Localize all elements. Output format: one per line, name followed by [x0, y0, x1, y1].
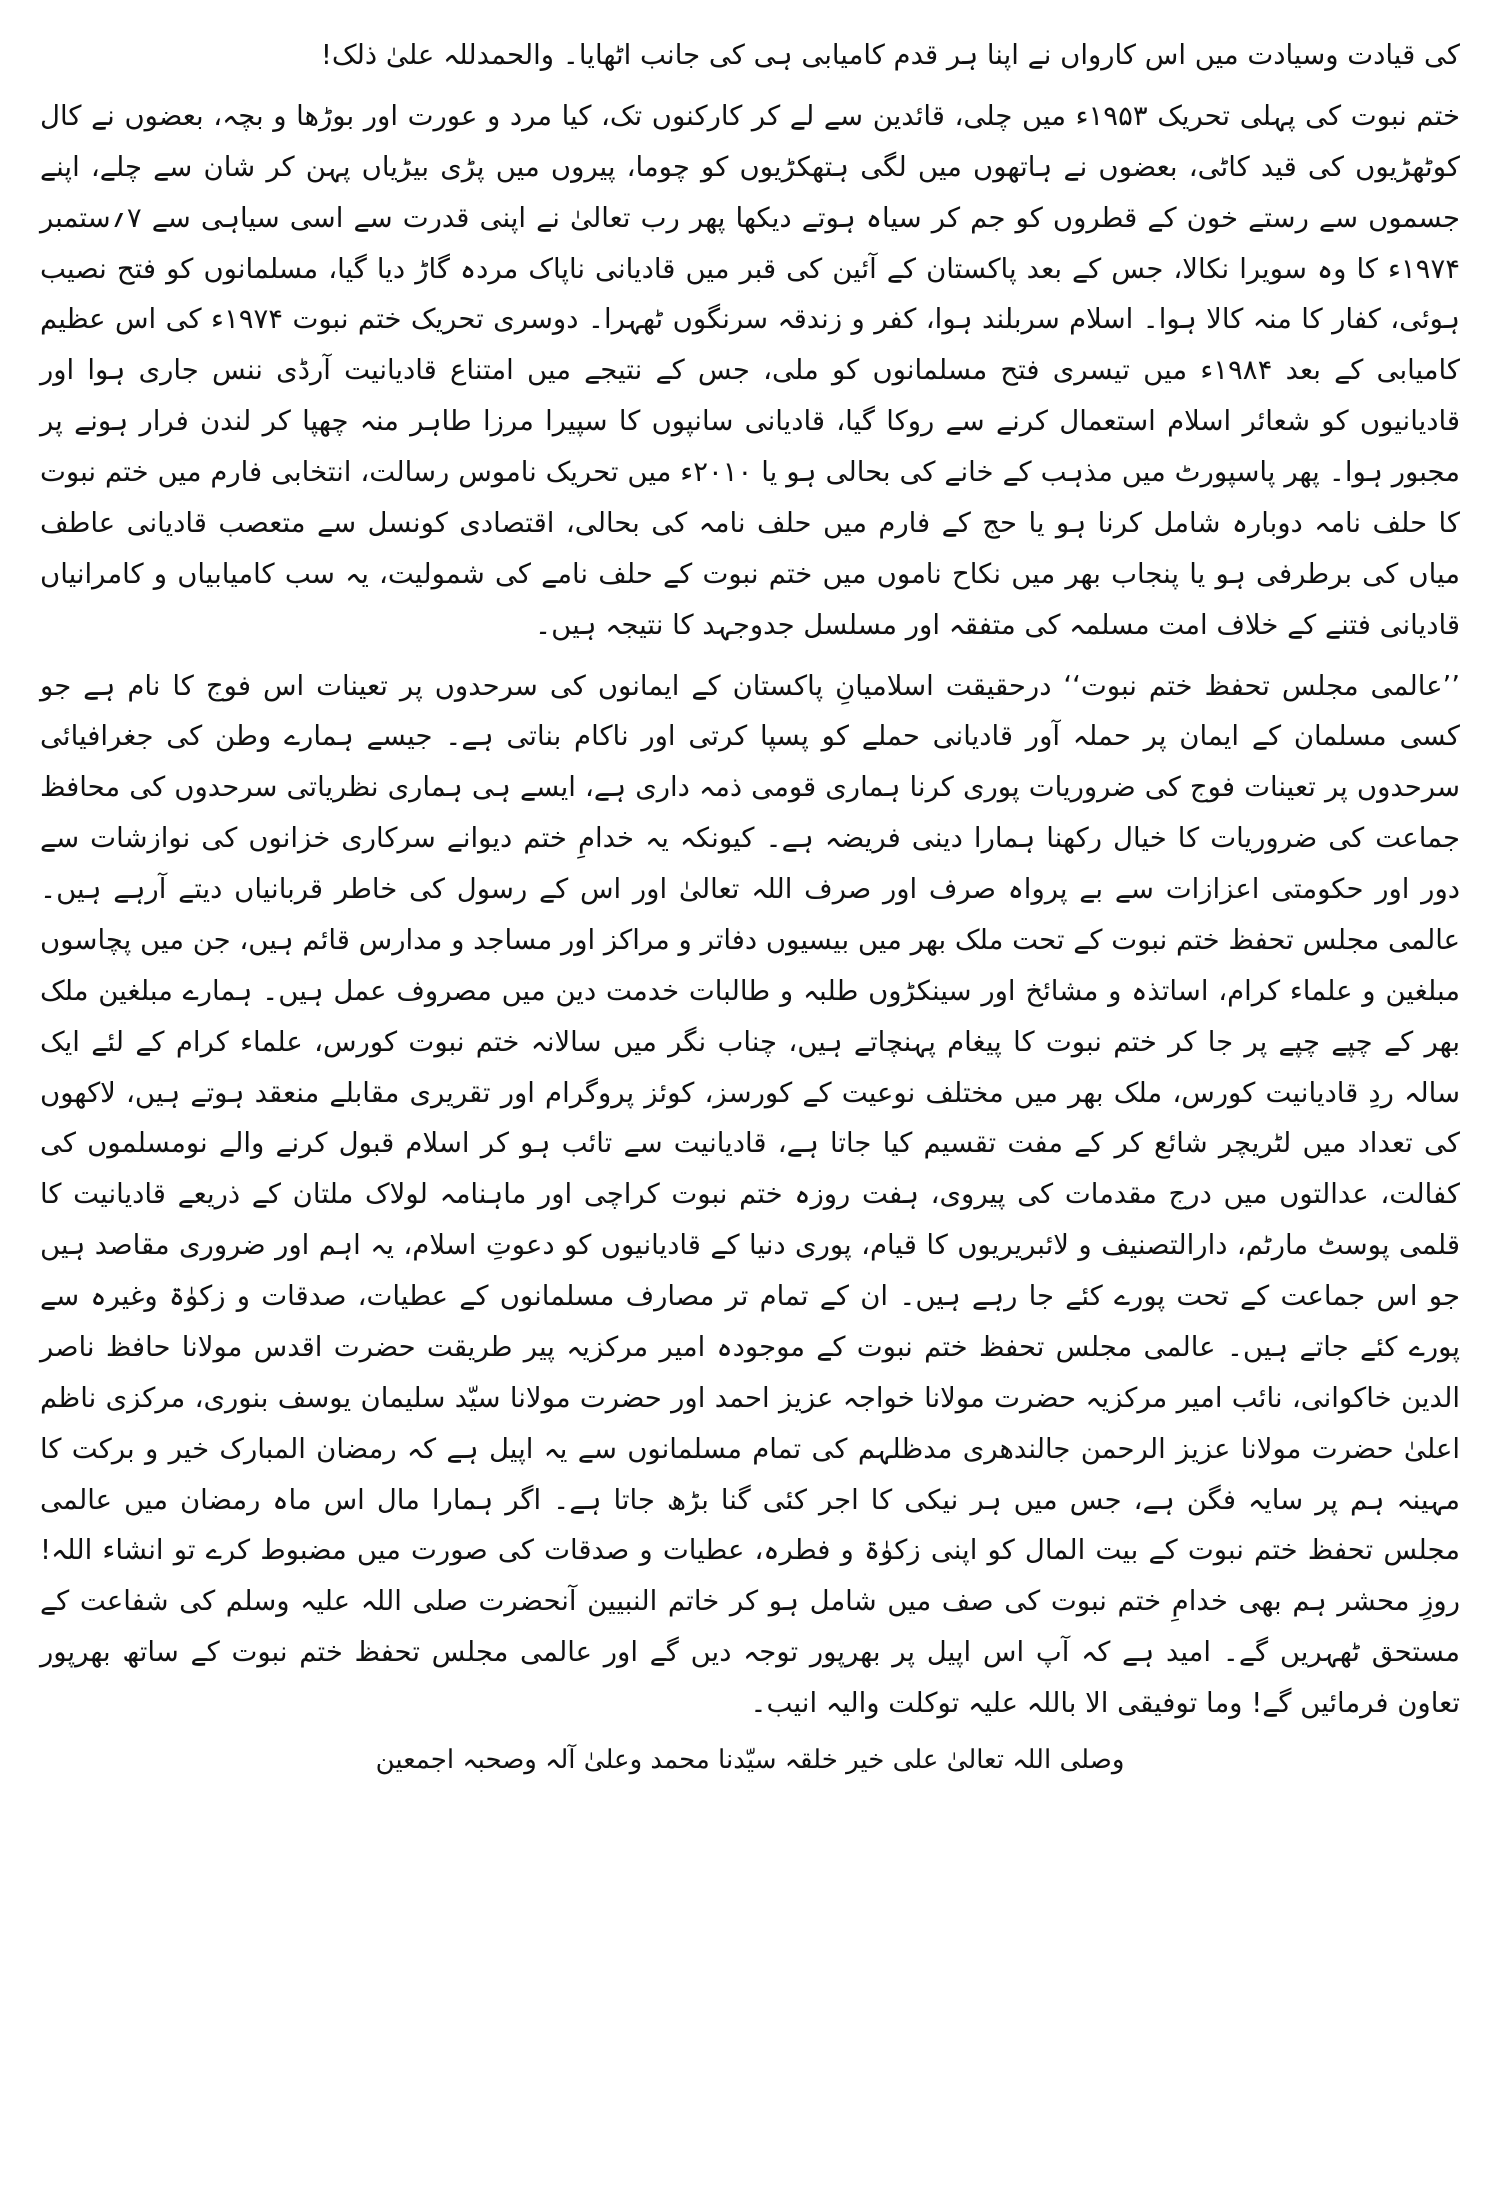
- document-page: [40, 30, 1460, 1775]
- closing-benediction: وصلی اللہ تعالیٰ علی خیر خلقہ سیّدنا محمد وعلیٰ آلہ وصحبہ اجمعین: [375, 1744, 1125, 1775]
- paragraph-appeal: ’’عالمی مجلس تحفظ ختم نبوت‘‘ درحقیقت اسلامیانِ پاکستان کے ایمانوں کی سرحدوں پر تعینات اس فوج کا نام ہے جو کسی مسلمان کے ایمان پر حملہ آور قادیانی حملے کو پسپا کرتی اور ناکام بناتی ہے۔ جیسے ہمارے وطن کی جغرافیائی سرحدوں پر تعینات فوج کی ضروریات پوری کرنا ہماری قومی ذمہ داری ہے، ایسے ہی ہماری نظریاتی سرحدوں کی محافظ جماعت کی ضروریات کا خیال رکھنا ہمارا دینی فریضہ ہے۔ کیونکہ یہ خدامِ ختم دیوانے سرکاری خزانوں کی نوازشات سے دور اور حکومتی اعزازات سے بے پرواہ صرف اور صرف اللہ تعالیٰ اور اس کے رسول کی خاطر قربانیاں دیتے آرہے ہیں۔ عالمی مجلس تحفظ ختم نبوت کے تحت ملک بھر میں بیسیوں دفاتر و مراکز اور مساجد و مدارس قائم ہیں، جن میں پچاسوں مبلغین و علماء کرام، اساتذہ و مشائخ اور سینکڑوں طلبہ و طالبات خدمت دین میں مصروف عمل ہیں۔ ہمارے مبلغین ملک بھر کے چپے چپے پر جا کر ختم نبوت کا پیغام پہنچاتے ہیں، چناب نگر میں سالانہ ختم نبوت کورس، علماء کرام کے لئے ایک سالہ ردِ قادیانیت کورس، ملک بھر میں مختلف نوعیت کے کورسز، کوئز پروگرام اور تقریری مقابلے منعقد ہوتے ہیں، لاکھوں کی تعداد میں لٹریچر شائع کر کے مفت تقسیم کیا جاتا ہے، قادیانیت سے تائب ہو کر اسلام قبول کرنے والے نومسلموں کی کفالت، عدالتوں میں درج مقدمات کی پیروی، ہفت روزہ ختم نبوت کراچی اور ماہنامہ لولاک ملتان کے ذریعے قادیانیت کا قلمی پوسٹ مارٹم، دارالتصنیف و لائبریریوں کا قیام، پوری دنیا کے قادیانیوں کو دعوتِ اسلام، یہ اہم اور ضروری مقاصد ہیں جو اس جماعت کے تحت پورے کئے جا رہے ہیں۔ ان کے تمام تر مصارف مسلمانوں کے عطیات، صدقات و زکوٰۃ وغیرہ سے پورے کئے جاتے ہیں۔ عالمی مجلس تحفظ ختم نبوت کے موجودہ امیر مرکزیہ پیر طریقت حضرت اقدس مولانا حافظ ناصر الدین خاکوانی، نائب امیر مرکزیہ حضرت مولانا خواجہ عزیز احمد اور حضرت مولانا سیّد سلیمان یوسف بنوری، مرکزی ناظم اعلیٰ حضرت مولانا عزیز الرحمن جالندھری مدظلہم کی تمام مسلمانوں سے یہ اپیل ہے کہ رمضان المبارک خیر و برکت کا مہینہ ہم پر سایہ فگن ہے، جس میں ہر نیکی کا اجر کئی گنا بڑھ جاتا ہے۔ اگر ہمارا مال اس ماہ رمضان میں عالمی مجلس تحفظ ختم نبوت کے بیت المال کو اپنی زکوٰۃ و فطرہ، عطیات و صدقات کی صورت میں مضبوط کرے تو انشاء اللہ! روزِ محشر ہم بھی خدامِ ختم نبوت کی صف میں شامل ہو کر خاتم النبیین آنحضرت صلی اللہ علیہ وسلم کی شفاعت کے مستحق ٹھہریں گے۔ امید ہے کہ آپ اس اپیل پر بھرپور توجہ دیں گے اور عالمی مجلس تحفظ ختم نبوت کے ساتھ بھرپور تعاون فرمائیں گے! وما توفیقی الا باللہ علیہ توکلت والیہ انیب۔: [40, 669, 1460, 1719]
- paragraph-intro: کی قیادت وسیادت میں اس کارواں نے اپنا ہر قدم کامیابی ہی کی جانب اٹھایا۔ والحمدللہ علیٰ ذلک!: [320, 39, 1460, 71]
- paragraph-history: ختم نبوت کی پہلی تحریک ۱۹۵۳ء میں چلی، قائدین سے لے کر کارکنوں تک، کیا مرد و عورت اور بوڑھا و بچہ، بعضوں نے کال کوٹھڑیوں کی قید کاٹی، بعضوں نے ہاتھوں میں لگی ہتھکڑیوں کو چوما، پیروں میں پڑی بیڑیاں پہن کر شان سے چلے، اپنے جسموں سے رستے خون کے قطروں کو جم کر سیاہ ہوتے دیکھا پھر رب تعالیٰ نے اپنی قدرت سے اسی سیاہی سے ۷؍ستمبر ۱۹۷۴ء کا وہ سویرا نکالا، جس کے بعد پاکستان کے آئین کی قبر میں قادیانی ناپاک مردہ گاڑ دیا گیا، مسلمانوں کو فتح نصیب ہوئی، کفار کا منہ کالا ہوا۔ اسلام سربلند ہوا، کفر و زندقہ سرنگوں ٹھہرا۔ دوسری تحریک ختم نبوت ۱۹۷۴ء کی اس عظیم کامیابی کے بعد ۱۹۸۴ء میں تیسری فتح مسلمانوں کو ملی، جس کے نتیجے میں امتناع قادیانیت آرڈی ننس جاری ہوا اور قادیانیوں کو شعائر اسلام استعمال کرنے سے روکا گیا، قادیانی سانپوں کا سپیرا مرزا طاہر منہ چھپا کر لندن فرار ہونے پر مجبور ہوا۔ پھر پاسپورٹ میں مذہب کے خانے کی بحالی ہو یا ۲۰۱۰ء میں تحریک ناموس رسالت، انتخابی فارم میں ختم نبوت کا حلف نامہ دوبارہ شامل کرنا ہو یا حج کے فارم میں حلف نامہ کی بحالی، اقتصادی کونسل سے متعصب قادیانی عاطف میاں کی برطرفی ہو یا پنجاب بھر میں نکاح ناموں میں ختم نبوت کے حلف نامے کی شمولیت، یہ سب کامیابیاں و کامرانیاں قادیانی فتنے کے خلاف امت مسلمہ کی متفقہ اور مسلسل جدوجہد کا نتیجہ ہیں۔: [40, 99, 1460, 641]
